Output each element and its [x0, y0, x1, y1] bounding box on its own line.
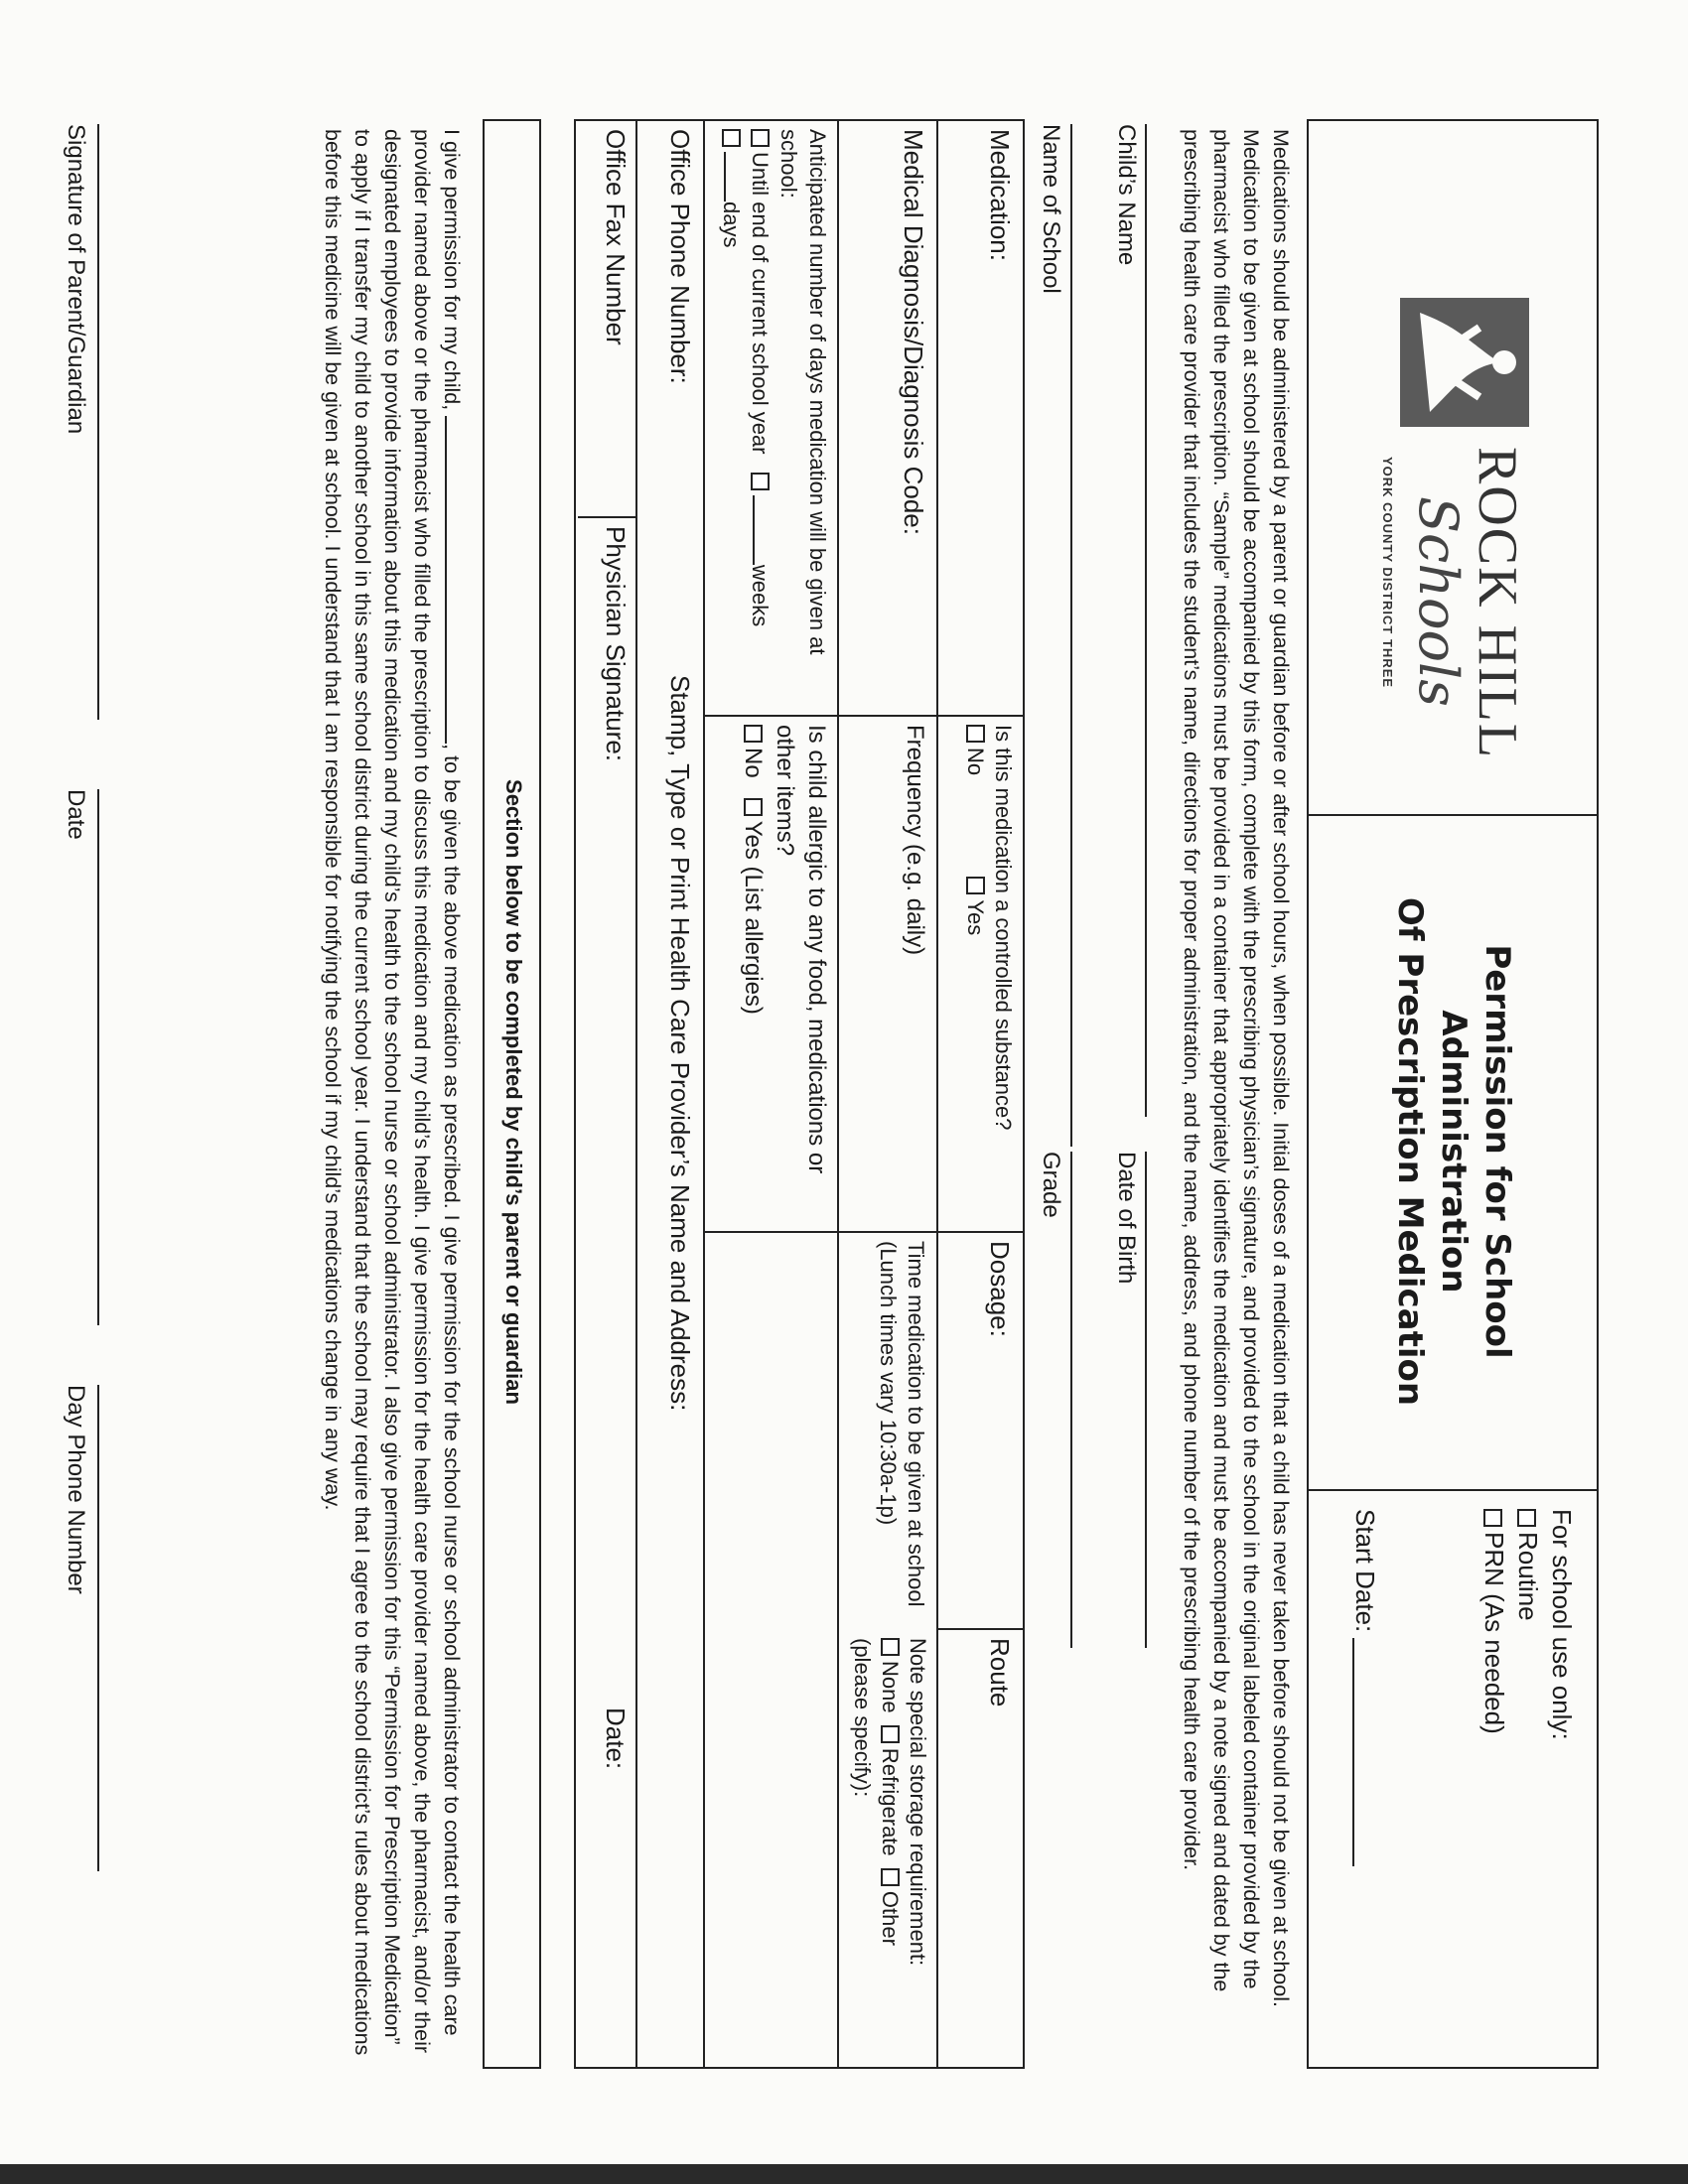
district-logo: [1321, 169, 1569, 804]
grade-label: Grade: [1038, 1152, 1064, 1218]
dob-line[interactable]: [1145, 1152, 1147, 1648]
grade-line[interactable]: [1070, 1152, 1072, 1648]
hands-logo-icon: [1390, 288, 1539, 437]
storage-label: Note special storage requirement:: [906, 1638, 930, 1967]
route-label: Route: [985, 1638, 1015, 1707]
controlled-yes-label: Yes: [963, 899, 988, 936]
storage-none-checkbox[interactable]: [881, 1638, 900, 1656]
days-checkbox[interactable]: [722, 129, 741, 147]
office-phone-label: Office Phone Number:: [665, 129, 695, 384]
day-phone-line[interactable]: [97, 1385, 99, 1871]
child-name-blank[interactable]: [445, 416, 447, 744]
allergic-question: Is child allergic to any food, medications or other items?: [772, 725, 830, 1174]
medication-label: Medication:: [985, 129, 1015, 261]
intro-paragraph: Medications should be administered by a parent or guardian before or after school hours, when possible. Initial doses of a medication that a child has never taken before should not be given at school. Medication to be given at school should be accompanied by this form, complete with the prescribing physician’s signature, and provided to the school in the original labeled container provided by the pharmacist who filled the prescription. “Sample” medications must be provided in a container that appropriately identifies the medication and must be accompanied by a note signed and dated by the prescribing health care provider that includes the student’s name, directions for proper administration, and the name, address, and phone number of the prescribing health care provider.: [1180, 129, 1293, 2007]
storage-refrigerate-label: Refrigerate: [878, 1747, 903, 1856]
allergic-no-checkbox[interactable]: [744, 725, 763, 743]
routine-checkbox[interactable]: [1517, 1509, 1536, 1527]
weeks-line[interactable]: [753, 495, 755, 565]
title-line-1: Permission for School Administration: [1434, 944, 1517, 1359]
prn-label: PRN (As needed): [1479, 1532, 1509, 1734]
time-med-label: Time medication to be given at school (Lunch times vary 10:30a-1p): [876, 1241, 928, 1607]
controlled-no-label: No: [963, 748, 988, 776]
signature-date-line[interactable]: [97, 789, 99, 1325]
dosage-label: Dosage:: [985, 1241, 1015, 1337]
start-date-line[interactable]: [1352, 1638, 1354, 1866]
parent-section-heading: Section below to be completed by child’s parent or guardian: [501, 779, 526, 1405]
storage-none-label: None: [878, 1661, 903, 1713]
physician-date-label: Date:: [601, 1707, 631, 1770]
logo-script: Schools: [1407, 496, 1470, 708]
physician-signature-label: Physician Signature:: [601, 526, 631, 762]
consent-paragraph: [318, 129, 467, 2065]
storage-refrigerate-checkbox[interactable]: [881, 1725, 900, 1743]
child-name-label: Child’s Name: [1113, 124, 1140, 266]
weeks-checkbox[interactable]: [751, 473, 770, 490]
storage-other-checkbox[interactable]: [881, 1868, 900, 1886]
until-end-checkbox[interactable]: [751, 129, 770, 147]
storage-other-label: Other: [878, 1890, 903, 1946]
school-name-line[interactable]: [1070, 124, 1072, 1147]
day-phone-label: Day Phone Number: [63, 1385, 89, 1594]
storage-specify-label: (please specify):: [850, 1638, 875, 1798]
logo-subtitle: YORK COUNTY DISTRICT THREE: [1380, 457, 1395, 689]
consent-rest: , to be given the above medication as prescribed. I give permission for the school nurse or school administrator to contact the health care provider named above or the pharmacist who filled the prescription to discuss this medication and my child’s health. I give permission for the health care provider named above, the pharmacist, and/or their designated employees to provide information about this medication and my child’s health to the school nurse or school administrator. I also give permission for this “Permission for Prescription Medication” to apply if I transfer my child to another school in this same school district during the current school year. I understand that the school may require that I agree to the school district’s rules about medications before this medicine will be given at school. I understand that I am responsible for notifying the school if my child’s medications change in any way.: [321, 129, 464, 2056]
days-block: [717, 129, 832, 710]
controlled-question-text: Is this medication a controlled substance?: [991, 725, 1016, 1131]
frequency-label: Frequency (e.g. daily): [902, 725, 928, 956]
consent-start: I give permission for my child,: [440, 129, 464, 411]
allergic-no-label: No: [740, 748, 767, 778]
stamp-label: Stamp, Type or Print Health Care Provider’s Name and Address:: [665, 675, 695, 1412]
parent-signature-line[interactable]: [97, 124, 99, 720]
allergic-block: [737, 725, 832, 1226]
school-name-label: Name of School: [1038, 124, 1064, 294]
weeks-label: weeks: [748, 564, 773, 627]
allergic-yes-checkbox[interactable]: [744, 798, 763, 816]
days-label: days: [719, 202, 744, 248]
office-fax-label: Office Fax Number: [601, 129, 631, 345]
controlled-question: [961, 725, 1017, 1130]
until-end-label: Until end of current school year: [748, 152, 773, 455]
signature-date-label: Date: [63, 789, 89, 840]
diagnosis-label: Medical Diagnosis/Diagnosis Code:: [899, 129, 928, 535]
form-title: [1388, 824, 1519, 1479]
controlled-no-checkbox[interactable]: [966, 725, 985, 743]
dob-label: Date of Birth: [1113, 1152, 1140, 1285]
parent-signature-label: Signature of Parent/Guardian: [63, 124, 89, 435]
controlled-yes-checkbox[interactable]: [966, 877, 985, 894]
routine-label: Routine: [1513, 1532, 1543, 1621]
days-question: Anticipated number of days medication will be given at school:: [776, 129, 830, 655]
start-date-label: Start Date:: [1350, 1509, 1380, 1633]
child-name-line[interactable]: [1145, 124, 1147, 1117]
logo-name: ROCK HILL: [1467, 447, 1528, 760]
storage-block: [848, 1638, 931, 2060]
days-line[interactable]: [724, 152, 726, 202]
school-use-block: [1477, 1509, 1579, 2045]
title-line-2: Of Prescription Medication: [1390, 896, 1430, 1407]
school-use-heading: For school use only:: [1547, 1509, 1577, 1740]
allergic-yes-label: Yes (List allergies): [740, 820, 767, 1015]
prn-checkbox[interactable]: [1483, 1509, 1502, 1527]
